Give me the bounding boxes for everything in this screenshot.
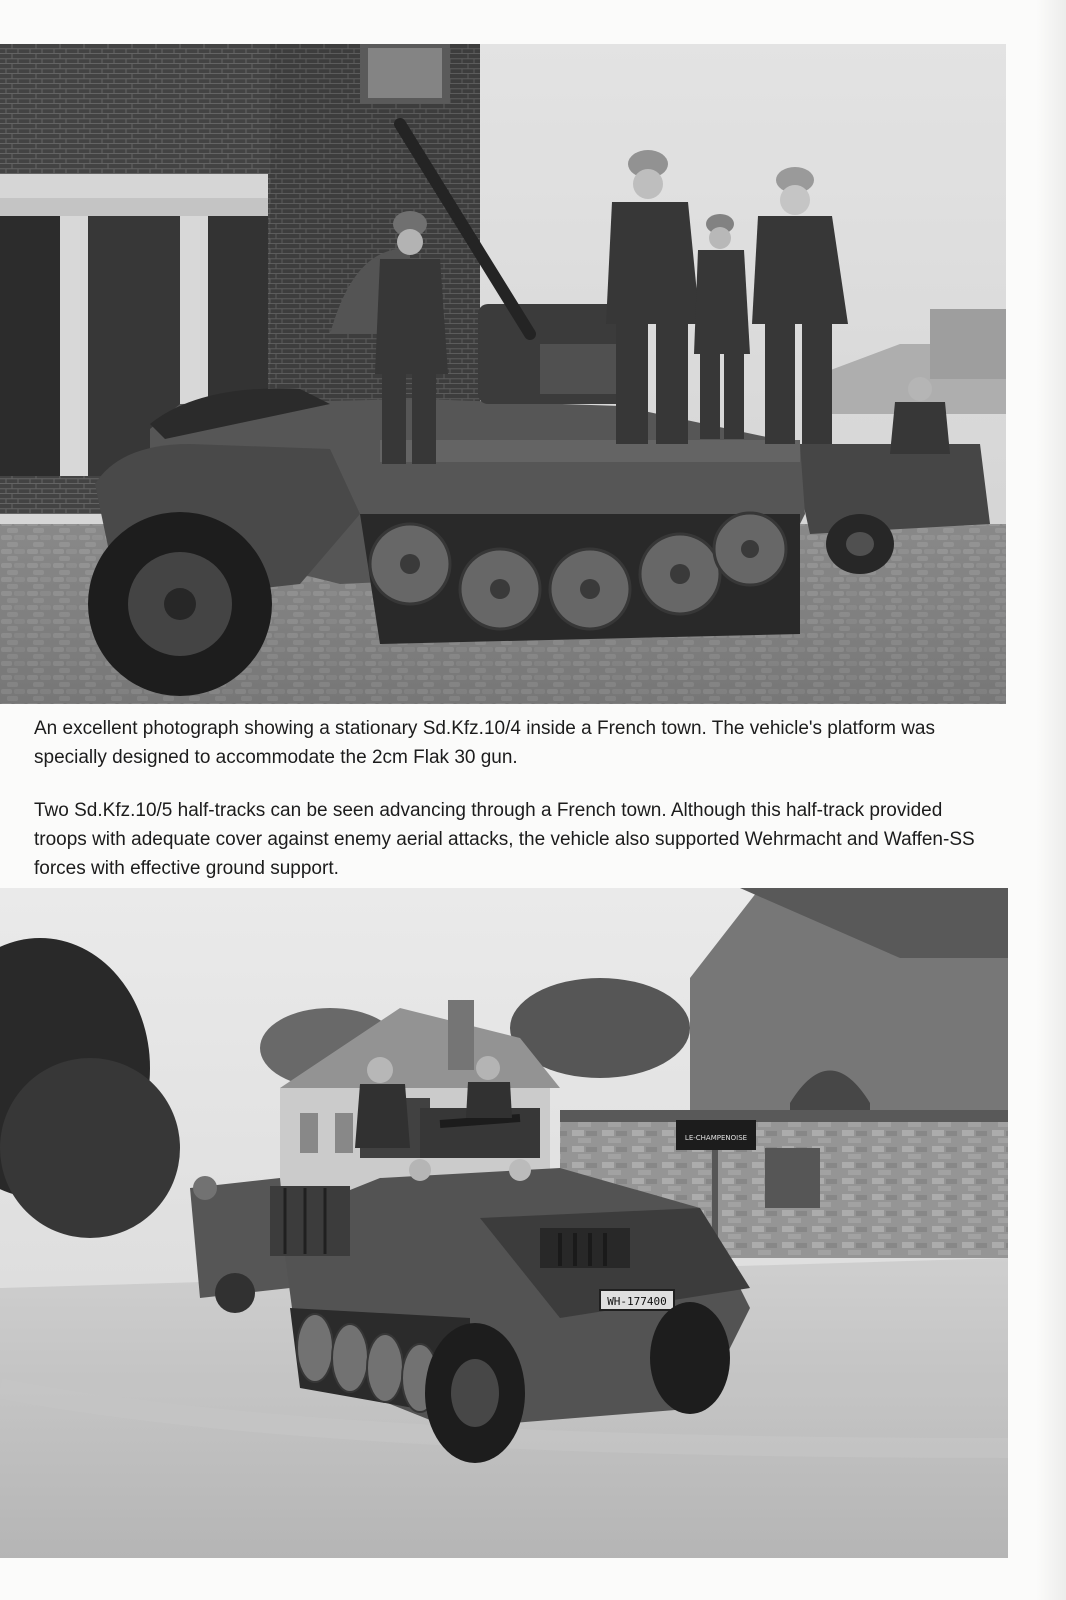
caption-top-photo: An excellent photograph showing a stationary Sd.Kfz.10/4 inside a French town. The vehicle's platform was specially designed to accommodate the 2cm Flak 30 gun. <box>34 718 935 768</box>
photo-bottom-illustration <box>0 888 1008 1558</box>
photo-top-illustration <box>0 44 1006 704</box>
license-plate-text: WH-177400 <box>607 1295 667 1308</box>
page-gutter-shadow <box>1036 0 1066 1600</box>
town-sign-text: LE-CHAMPENOISE <box>684 1134 748 1142</box>
photo-halftrack-flak-stationary <box>0 44 1006 704</box>
caption-bottom-photo: Two Sd.Kfz.10/5 half-tracks can be seen advancing through a French town. Although this half-track provided troops with adequate cover against enemy aerial attacks, the vehicle also supported Wehrmacht and Waffen-SS forces with effective ground support. <box>34 800 975 879</box>
photo-halftracks-advancing <box>0 888 1008 1558</box>
